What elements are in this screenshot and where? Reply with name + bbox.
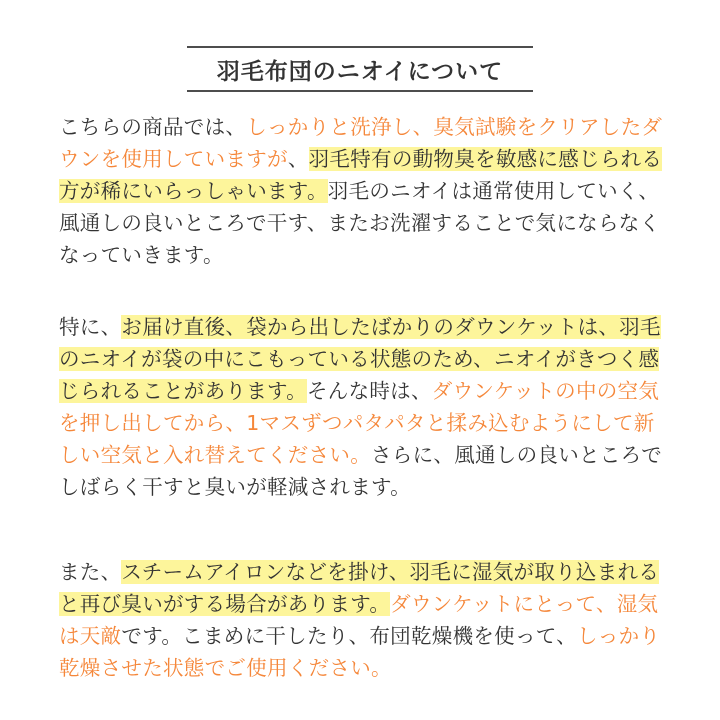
text-segment-orange: ダウンケットの中の空気を押し出してから、1マスずつパタパタと揉み込むようにして新しい空気と入れ替えてください。 [59, 379, 660, 467]
text-segment: 特に、 [59, 315, 122, 339]
text-segment-orange: しっかり乾燥させた状態でご使用ください。 [59, 624, 661, 680]
page-title: 羽毛布団のニオイについて [216, 58, 504, 85]
text-segment-highlight: スチームアイロンなどを掛け、羽毛に湿気が取り込まれると再び臭いがする場合があります。 [59, 560, 660, 616]
text-segment: また、 [59, 560, 122, 584]
text-segment: です。こまめに干したり、布団乾燥機を使って、 [121, 624, 577, 648]
text-segment-highlight: 羽毛特有の動物臭を敏感に感じられる方が稀にいらっしゃいます。 [59, 147, 663, 203]
text-segment-highlight: お届け直後、袋から出したばかりのダウンケットは、羽毛のニオイが袋の中にこもっている状態のため、ニオイがきつく感じられることがあります。 [59, 315, 661, 403]
text-segment: こちらの商品では、 [59, 115, 247, 139]
paragraph-2 [59, 311, 663, 503]
text-segment: さらに、風通しの良いところでしばらく干すと臭いが軽減されます。 [59, 443, 662, 499]
text-segment-orange: ダウンケットにとって、湿気は天敵 [59, 592, 659, 648]
text-segment: そんな時は、 [306, 379, 432, 403]
text-segment: 羽毛のニオイは通常使用していく、風通しの良いところで干す、またお洗濯することで気にならなくなっていきます。 [59, 179, 661, 267]
paragraph-3 [59, 556, 663, 684]
paragraph-1 [59, 111, 663, 271]
title-box [187, 46, 533, 92]
text-segment-orange: しっかりと洗浄し、臭気試験をクリアしたダウンを使用していますが [59, 115, 663, 171]
text-segment: 、 [287, 147, 309, 171]
